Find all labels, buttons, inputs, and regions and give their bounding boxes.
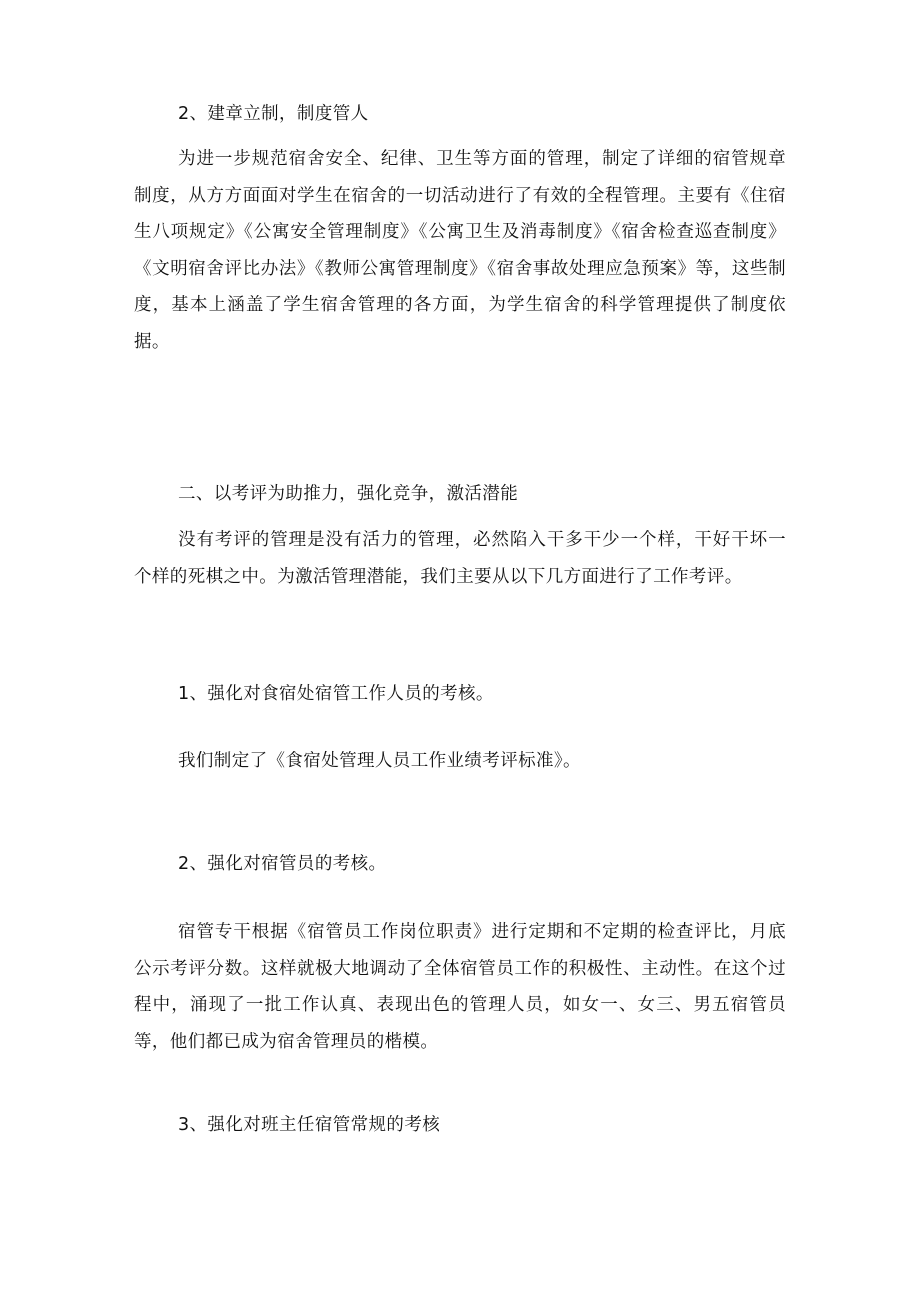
paragraph-rules-body: 为进一步规范宿舍安全、纪律、卫生等方面的管理，制定了详细的宿管规章制度，从方方面面对学生在宿舍的一切活动进行了有效的全程管理。主要有《住宿生八项规定》《公寓安全管理制度》《公寓卫生及消毒制度》《宿舍检查巡查制度》《文明宿舍评比办法》《教师公寓管理制度》《宿舍事故处理应急预案》等，这些制度，基本上涵盖了学生宿舍管理的各方面，为学生宿舍的科学管理提供了制度依据。 xyxy=(134,149,786,352)
paragraph-dorm-manager-body: 宿管专干根据《宿管员工作岗位职责》进行定期和不定期的检查评比，月底公示考评分数。这样就极大地调动了全体宿管员工作的积极性、主动性。在这个过程中，涌现了一批工作认真、表现出色的管理人员，如女一、女三、男五宿管员等，他们都已成为宿舍管理员的楷模。 xyxy=(134,922,786,1052)
heading-section-two: 二、以考评为助推力，强化竞争，激活潜能 xyxy=(178,484,519,504)
heading-1-staff-assessment: 1、强化对食宿处宿管工作人员的考核。 xyxy=(178,684,494,704)
paragraph-staff-standard: 我们制定了《食宿处管理人员工作业绩考评标准》。 xyxy=(178,751,581,771)
heading-3-head-teacher-assessment: 3、强化对班主任宿管常规的考核 xyxy=(178,1115,441,1135)
heading-2-rules: 2、建章立制，制度管人 xyxy=(178,104,369,124)
paragraph-evaluation-intro: 没有考评的管理是没有活力的管理，必然陷入干多干少一个样，干好干坏一个样的死棋之中。为激活管理潜能，我们主要从以下几方面进行了工作考评。 xyxy=(134,530,786,587)
heading-2-dorm-manager-assessment: 2、强化对宿管员的考核。 xyxy=(178,854,387,874)
